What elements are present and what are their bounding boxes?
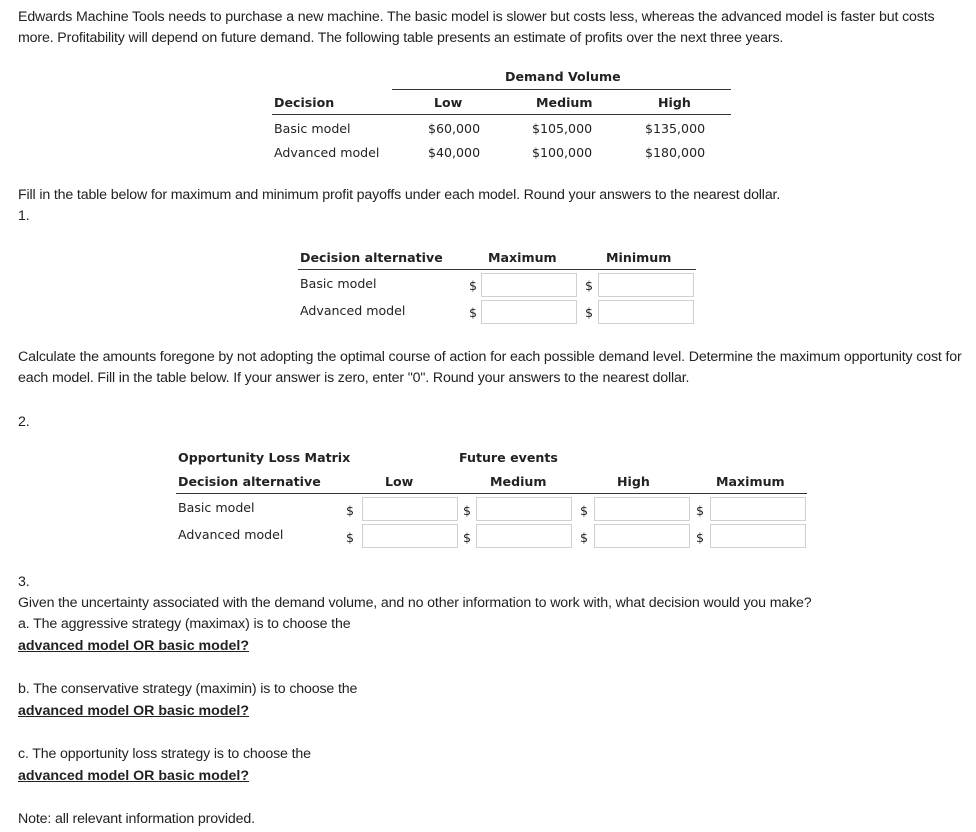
decision-alternative-header: Decision alternative <box>178 474 321 489</box>
q3a-text: a. The aggressive strategy (maximax) is to choose the <box>18 616 351 632</box>
high-header: High <box>617 474 650 489</box>
dollar-sign: $ <box>469 278 478 293</box>
medium-header: Medium <box>490 474 547 489</box>
decision-alternative-header: Decision alternative <box>300 250 443 265</box>
advanced-maximum-input[interactable] <box>481 300 577 324</box>
cell-value: $60,000 <box>428 121 481 136</box>
cell-value: $135,000 <box>645 121 706 136</box>
row-label: Basic model <box>300 276 377 291</box>
dollar-sign: $ <box>580 530 589 545</box>
q3-number: 3. <box>18 574 30 590</box>
cell-value: $105,000 <box>532 121 593 136</box>
high-header: High <box>658 95 691 110</box>
cell-value: $40,000 <box>428 145 481 160</box>
q1-instructions: Fill in the table below for maximum and minimum profit payoffs under each model. Round your answers to the nearest dollar. <box>18 187 781 203</box>
dollar-sign: $ <box>463 503 472 518</box>
advanced-high-input[interactable] <box>594 524 690 548</box>
decision-header: Decision <box>274 95 335 110</box>
q2-instructions: Calculate the amounts foregone by not adopting the optimal course of action for each possible demand level. Determine the maximum opportunity cost for each model. Fill in the table below. If your answer is zero, enter "0". Round your answers to the nearest dollar. <box>18 349 962 386</box>
q3b-dropdown[interactable]: advanced model OR basic model? <box>18 703 250 719</box>
basic-maximum-input[interactable] <box>481 273 577 297</box>
q3c-dropdown[interactable]: advanced model OR basic model? <box>18 768 250 784</box>
row-label: Basic model <box>274 121 351 136</box>
intro-text: Edwards Machine Tools needs to purchase a new machine. The basic model is slower but costs less, whereas the advanced model is faster but costs more. Profitability will depend on future demand. The following table presents an estimate of profits over the next three years. <box>18 9 935 46</box>
dollar-sign: $ <box>346 530 355 545</box>
matrix-title: Opportunity Loss Matrix <box>178 450 351 465</box>
q3b-text: b. The conservative strategy (maximin) is to choose the <box>18 681 358 697</box>
basic-low-input[interactable] <box>362 497 458 521</box>
dollar-sign: $ <box>469 305 478 320</box>
q2-number: 2. <box>18 414 30 430</box>
q3-question: Given the uncertainty associated with the demand volume, and no other information to work with, what decision would you make? <box>18 595 812 611</box>
maximum-header: Maximum <box>716 474 785 489</box>
medium-header: Medium <box>536 95 593 110</box>
advanced-maximum-loss-input[interactable] <box>710 524 806 548</box>
header-rule <box>176 493 807 494</box>
header-rule <box>298 269 696 270</box>
low-header: Low <box>434 95 463 110</box>
minimum-header: Minimum <box>606 250 672 265</box>
dollar-sign: $ <box>696 530 705 545</box>
dollar-sign: $ <box>585 305 594 320</box>
row-label: Advanced model <box>300 303 406 318</box>
dollar-sign: $ <box>585 278 594 293</box>
header-rule <box>272 114 731 115</box>
q3a-dropdown[interactable]: advanced model OR basic model? <box>18 638 250 654</box>
q1-number: 1. <box>18 208 30 224</box>
advanced-low-input[interactable] <box>362 524 458 548</box>
row-label: Advanced model <box>178 527 284 542</box>
advanced-medium-input[interactable] <box>476 524 572 548</box>
basic-high-input[interactable] <box>594 497 690 521</box>
demand-volume-rule <box>392 89 731 90</box>
q3c-text: c. The opportunity loss strategy is to choose the <box>18 746 311 762</box>
dollar-sign: $ <box>346 503 355 518</box>
advanced-minimum-input[interactable] <box>598 300 694 324</box>
basic-minimum-input[interactable] <box>598 273 694 297</box>
cell-value: $180,000 <box>645 145 706 160</box>
dollar-sign: $ <box>463 530 472 545</box>
demand-volume-header: Demand Volume <box>505 69 621 84</box>
basic-medium-input[interactable] <box>476 497 572 521</box>
row-label: Advanced model <box>274 145 380 160</box>
future-events-header: Future events <box>459 450 558 465</box>
dollar-sign: $ <box>696 503 705 518</box>
low-header: Low <box>385 474 414 489</box>
note-text: Note: all relevant information provided. <box>18 811 255 827</box>
maximum-header: Maximum <box>488 250 557 265</box>
cell-value: $100,000 <box>532 145 593 160</box>
basic-maximum-loss-input[interactable] <box>710 497 806 521</box>
row-label: Basic model <box>178 500 255 515</box>
dollar-sign: $ <box>580 503 589 518</box>
